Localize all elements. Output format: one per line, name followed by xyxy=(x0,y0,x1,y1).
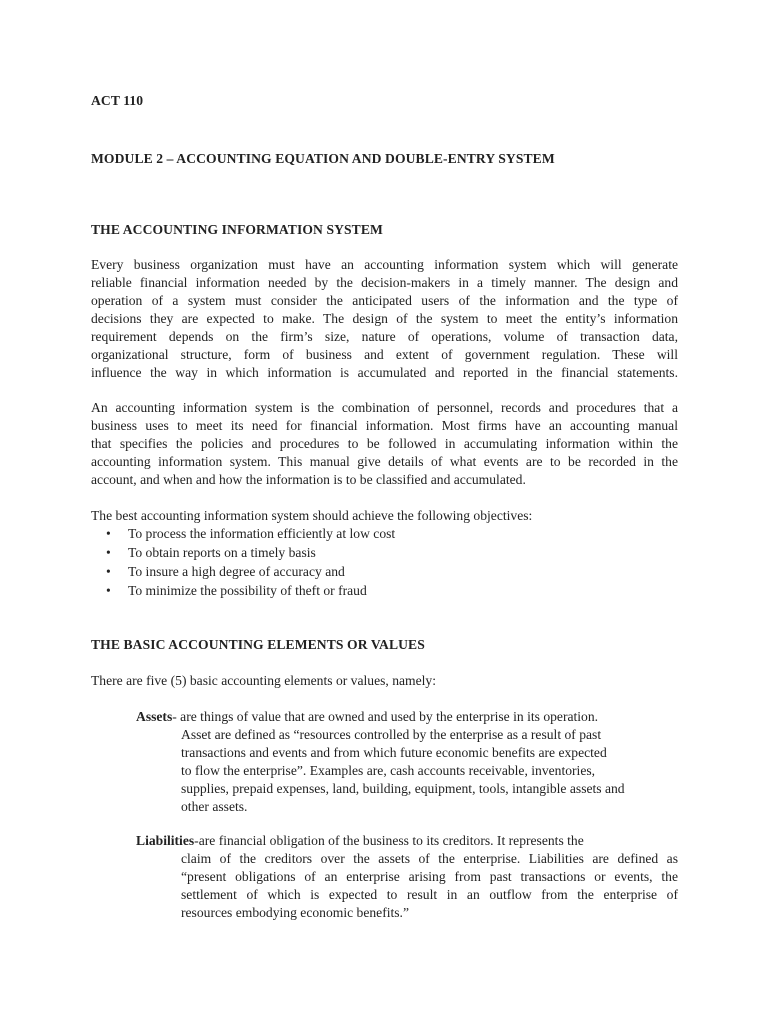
paragraph-1 xyxy=(91,256,678,382)
liabilities-term: Liabilities xyxy=(136,833,195,848)
bullet-icon: • xyxy=(106,545,111,560)
definition-line: supplies, prepaid expenses, land, building, equipment, tools, intangible assets and xyxy=(181,781,625,796)
section-heading-accounting-information-system: THE ACCOUNTING INFORMATION SYSTEM xyxy=(91,222,383,237)
course-code: ACT 110 xyxy=(91,93,144,108)
paragraph-line: Every business organization must have an accounting information system which will generate xyxy=(91,257,678,272)
liabilities-definition-first-line xyxy=(136,832,584,850)
liabilities-first-line-text: -are financial obligation of the business to its creditors. It represents the xyxy=(194,833,584,848)
paragraph-line: decisions they are expected to make. The design of the system to meet the entity’s information xyxy=(91,311,678,326)
paragraph-line: An accounting information system is the combination of personnel, records and procedures that a xyxy=(91,400,678,415)
section-heading-basic-accounting-elements: THE BASIC ACCOUNTING ELEMENTS OR VALUES xyxy=(91,637,425,652)
assets-first-line-text: - are things of value that are owned and used by the enterprise in its operation. xyxy=(172,709,599,724)
definition-line: resources embodying economic benefits.” xyxy=(181,905,409,920)
definition-line: settlement of which is expected to result in an outflow from the enterprise of xyxy=(181,887,678,902)
definition-line: transactions and events and from which future economic benefits are expected xyxy=(181,745,607,760)
liabilities-definition xyxy=(181,850,678,922)
list-item-text: To obtain reports on a timely basis xyxy=(128,545,316,560)
list-item-text: To insure a high degree of accuracy and xyxy=(128,564,345,579)
list-item xyxy=(91,563,395,582)
paragraph-line: accounting information system. This manual give details of what events are to be recorded in the xyxy=(91,454,678,469)
bullet-icon: • xyxy=(106,526,111,541)
definition-line: “present obligations of an enterprise arising from past transactions or events, the xyxy=(181,869,678,884)
objectives-intro: The best accounting information system should achieve the following objectives: xyxy=(91,508,533,523)
list-item xyxy=(91,525,395,544)
paragraph-line: account, and when and how the information is to be classified and accumulated. xyxy=(91,472,526,487)
paragraph-line: that specifies the policies and procedures to be followed in accumulating information within the xyxy=(91,436,678,451)
paragraph-line: influence the way in which information is accumulated and reported in the financial statements. xyxy=(91,365,678,380)
assets-term: Assets xyxy=(136,709,173,724)
list-item-text: To process the information efficiently at low cost xyxy=(128,526,396,541)
assets-definition xyxy=(181,726,678,816)
bullet-icon: • xyxy=(106,583,111,598)
paragraph-line: reliable financial information needed by the decision-makers in a timely manner. The design and xyxy=(91,275,678,290)
list-item xyxy=(91,544,395,563)
list-item xyxy=(91,582,395,601)
definition-line: Asset are defined as “resources controlled by the enterprise as a result of past xyxy=(181,727,602,742)
bullet-icon: • xyxy=(106,564,111,579)
definition-line: claim of the creditors over the assets of the enterprise. Liabilities are defined as xyxy=(181,851,678,866)
paragraph-line: organizational structure, form of business and extent of government regulation. These will xyxy=(91,347,678,362)
list-item-text: To minimize the possibility of theft or fraud xyxy=(128,583,367,598)
module-title: MODULE 2 – ACCOUNTING EQUATION AND DOUBLE-ENTRY SYSTEM xyxy=(91,151,555,166)
assets-definition-first-line xyxy=(136,708,598,726)
definition-line: other assets. xyxy=(181,799,248,814)
objectives-list xyxy=(91,525,395,601)
definition-line: to flow the enterprise”. Examples are, cash accounts receivable, inventories, xyxy=(181,763,596,778)
paragraph-line: business uses to meet its need for financial information. Most firms have an accounting manual xyxy=(91,418,678,433)
paragraph-2 xyxy=(91,399,678,489)
paragraph-line: operation of a system must consider the anticipated users of the information and the type of xyxy=(91,293,678,308)
elements-intro: There are five (5) basic accounting elements or values, namely: xyxy=(91,673,436,688)
paragraph-line: requirement depends on the firm’s size, nature of operations, volume of transaction data, xyxy=(91,329,678,344)
